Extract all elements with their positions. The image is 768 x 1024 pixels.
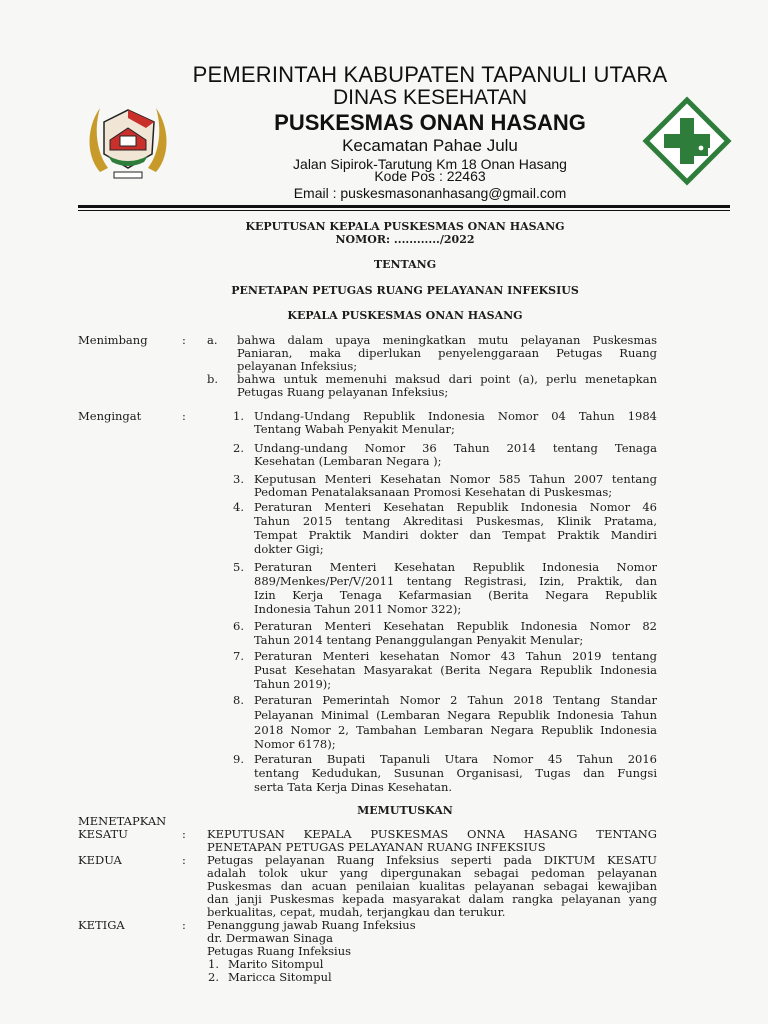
decree-number: NOMOR: ............/2022 (335, 233, 475, 246)
mengingat-item-line: Kesehatan (Lembaran Negara ); (254, 454, 442, 468)
mengingat-number: 6. (233, 619, 244, 633)
mengingat-item-line: Tahun 2015 tentang Akreditasi Puskesmas, Klinik Pratama, (254, 514, 657, 528)
kedua-line: Puskesmas dan acuan penilaian kualitas pelayanan sebagai kewajiban (207, 879, 657, 893)
letterhead-department: DINAS KESEHATAN (332, 86, 528, 109)
puskesmas-logo-icon (642, 96, 732, 186)
mengingat-item-line: Pedoman Penatalaksanaan Promosi Kesehatan di Puskesmas; (254, 485, 613, 499)
kedua-line: Petugas pelayanan Ruang Infeksius seperti pada DIKTUM KESATU (207, 853, 657, 867)
mengingat-number: 9. (233, 752, 244, 766)
mengingat-item-line: Tahun 2014 tentang Penanggulangan Penyakit Menular; (254, 633, 584, 647)
mengingat-item-line: Peraturan Bupati Tapanuli Utara Nomor 45 Tahun 2016 (254, 752, 657, 766)
kedua-label: KEDUA (78, 853, 122, 867)
menimbang-marker-b: b. (207, 372, 219, 386)
ketiga-line: Penanggung jawab Ruang Infeksius (207, 918, 416, 932)
menimbang-b-line: Petugas Ruang pelayanan Infeksius; (237, 385, 449, 399)
mengingat-number: 7. (233, 649, 244, 663)
kesatu-label: KESATU (78, 827, 128, 841)
regency-emblem-icon (80, 92, 176, 188)
mengingat-label: Mengingat (78, 409, 142, 423)
mengingat-item-line: serta Tata Kerja Dinas Kesehatan. (254, 780, 453, 794)
ketiga-person: Maricca Sitompul (228, 970, 332, 984)
mengingat-item-line: dokter Gigi; (254, 542, 324, 556)
kedua-colon: : (182, 853, 186, 867)
menetapkan-label: MENETAPKAN (78, 814, 167, 828)
mengingat-item-line: tentang Kedudukan, Susunan Organisasi, Tugas dan Fungsi (254, 766, 657, 780)
ketiga-colon: : (182, 918, 186, 932)
decree-issuer: KEPALA PUSKESMAS ONAN HASANG (287, 309, 523, 322)
ketiga-number: 2. (208, 970, 219, 984)
letterhead-address: Jalan Sipirok-Tarutung Km 18 Onan Hasang (293, 156, 567, 172)
decree-tentang: TENTANG (373, 258, 437, 271)
mengingat-item-line: Pusat Kesehatan Masyarakat (Berita Negara Republik Indonesia (254, 663, 657, 677)
menimbang-a-line: Paniaran, maka diperlukan penyelenggaraan Petugas Ruang (237, 346, 657, 360)
mengingat-item-line: Indonesia Tahun 2011 Nomor 322); (254, 602, 462, 616)
kesatu-line: KEPUTUSAN KEPALA PUSKESMAS ONNA HASANG TENTANG (207, 827, 657, 841)
letterhead-institution: PUSKESMAS ONAN HASANG (274, 110, 586, 135)
ketiga-label: KETIGA (78, 918, 125, 932)
mengingat-number: 1. (233, 409, 244, 423)
ketiga-line: dr. Dermawan Sinaga (207, 931, 333, 945)
mengingat-item-line: Peraturan Menteri kesehatan Nomor 43 Tahun 2019 tentang (254, 649, 657, 663)
letterhead-email: Email : puskesmasonanhasang@gmail.com (293, 185, 567, 201)
mengingat-item-line: Undang-undang Nomor 36 Tahun 2014 tentang Tenaga (254, 441, 657, 455)
mengingat-item-line: Tentang Wabah Penyakit Menular; (254, 422, 455, 436)
ketiga-number: 1. (208, 957, 219, 971)
mengingat-number: 4. (233, 500, 244, 514)
mengingat-item-line: Peraturan Menteri Kesehatan Republik Indonesia Nomor (254, 560, 657, 574)
kesatu-colon: : (182, 827, 186, 841)
mengingat-number: 2. (233, 441, 244, 455)
mengingat-item-line: Pelayanan Minimal (Lembaran Negara Republik Indonesia Tahun (254, 708, 657, 722)
mengingat-number: 3. (233, 472, 244, 486)
mengingat-item-line: Nomor 6178); (254, 737, 336, 751)
mengingat-item-line: Peraturan Menteri Kesehatan Republik Indonesia Nomor 82 (254, 619, 657, 633)
mengingat-number: 5. (233, 560, 244, 574)
mengingat-item-line: Tempat Praktik Mandiri dokter dan Tempat Praktik Mandiri (254, 528, 657, 542)
kedua-line: dan janji Puskesmas kepada masyarakat dalam rangka pelayanan yang (207, 892, 657, 906)
kedua-line: adalah tolok ukur yang dipergunakan sebagai pedoman pelayanan (207, 866, 657, 880)
menimbang-colon: : (182, 333, 186, 347)
letterhead-postal-code: Kode Pos : 22463 (374, 168, 486, 184)
menimbang-marker-a: a. (207, 333, 218, 347)
mengingat-item-line: Tahun 2019); (254, 677, 332, 691)
mengingat-number: 8. (233, 693, 244, 707)
kedua-line: berkualitas, cepat, mudah, terjangkau dan terukur. (207, 905, 506, 919)
letterhead-district: Kecamatan Pahae Julu (342, 136, 518, 155)
letterhead-divider-thick (78, 205, 730, 208)
mengingat-colon: : (182, 409, 186, 423)
ketiga-line: Petugas Ruang Infeksius (207, 944, 352, 958)
letterhead-divider-thin (78, 210, 730, 211)
decree-subject: PENETAPAN PETUGAS RUANG PELAYANAN INFEKSIUS (231, 284, 579, 297)
menimbang-a-line: pelayanan Infeksius; (237, 359, 358, 373)
letterhead-government: PEMERINTAH KABUPATEN TAPANULI UTARA (192, 62, 668, 87)
mengingat-item-line: 889/Menkes/Per/V/2011 tentang Registrasi, Izin, Praktik, dan (254, 574, 657, 588)
mengingat-item-line: Peraturan Pemerintah Nomor 2 Tahun 2018 Tentang Standar (254, 693, 657, 707)
mengingat-item-line: Peraturan Menteri Kesehatan Republik Indonesia Nomor 46 (254, 500, 657, 514)
mengingat-item-line: 2018 Nomor 2, Tambahan Lembaran Negara Republik Indonesia (254, 723, 657, 737)
mengingat-item-line: Keputusan Menteri Kesehatan Nomor 585 Tahun 2007 tentang (254, 472, 657, 486)
ketiga-person: Marito Sitompul (228, 957, 324, 971)
kesatu-line: PENETAPAN PETUGAS PELAYANAN RUANG INFEKSIUS (207, 840, 546, 854)
decree-title: KEPUTUSAN KEPALA PUSKESMAS ONAN HASANG (245, 220, 565, 233)
mengingat-item-line: Izin Kerja Tenaga Kefarmasian (Berita Negara Republik (254, 588, 657, 602)
mengingat-item-line: Undang-Undang Republik Indonesia Nomor 04 Tahun 1984 (254, 409, 657, 423)
memutuskan-heading: MEMUTUSKAN (357, 804, 453, 817)
menimbang-b-line: bahwa untuk memenuhi maksud dari point (a), perlu menetapkan (237, 372, 657, 386)
menimbang-a-line: bahwa dalam upaya meningkatkan mutu pelayanan Puskesmas (237, 333, 657, 347)
menimbang-label: Menimbang (78, 333, 148, 347)
